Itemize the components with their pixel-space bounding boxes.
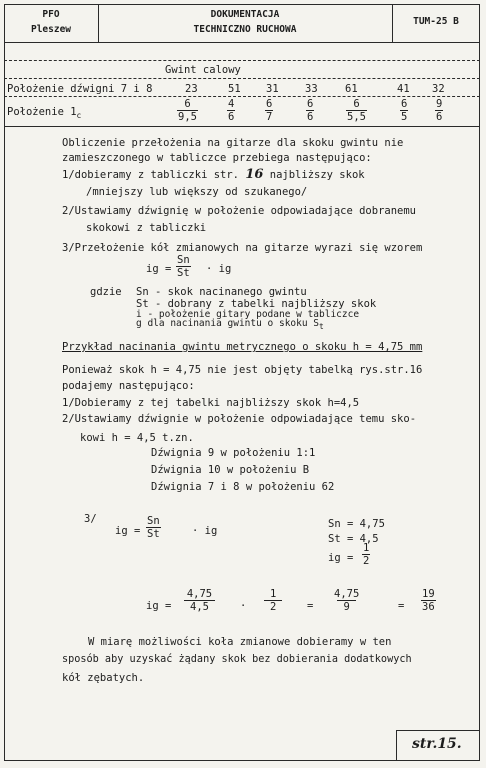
intro-line: Obliczenie przełożenia na gitarze dla skoku gwintu nie <box>62 137 404 149</box>
row1-label: Położenie dźwigni 7 i 8 <box>7 83 153 95</box>
step-3: 3/Przełożenie kół zmianowych na gitarze wyrazi się wzorem <box>62 242 423 254</box>
lever-setting: Dźwignia 10 w położeniu B <box>151 464 310 476</box>
row2-fraction: $\frac{4}{6}$ <box>228 98 235 123</box>
value-sn: Sn = 4,75 <box>328 518 385 530</box>
lever-setting: Dźwignia 7 i 8 w położeniu 62 <box>151 481 335 493</box>
handwritten-page-number: 16 <box>245 167 264 182</box>
example-step-2: 2/Ustawiamy dźwignie w położenie odpowiadające temu sko- <box>62 413 417 425</box>
footer-box-top <box>396 730 480 731</box>
calc-fraction: $\frac{4,75}{4,5}$ <box>184 588 215 613</box>
table-caption-line <box>4 78 480 79</box>
doc-code: TUM-25 B <box>413 16 459 27</box>
closing-line: kół zębatych. <box>62 672 145 684</box>
calc-fraction: $\frac{1}{2}$ <box>264 588 282 613</box>
lever-setting: Dźwignia 9 w położeniu 1:1 <box>151 447 316 459</box>
calc-fraction: $\frac{4,75}{9}$ <box>334 588 360 613</box>
step-2: 2/Ustawiamy dźwignię w położenie odpowiadające dobranemu <box>62 205 417 217</box>
page-number: str.15. <box>412 736 462 752</box>
formula-fraction: $\frac{Sn}{St}$ <box>177 254 190 279</box>
header-bottom-line <box>4 42 480 43</box>
row2-fraction: $\frac{9}{6}$ <box>436 98 443 123</box>
value-st: St = 4,5 <box>328 533 379 545</box>
org-name: PFO <box>42 9 60 20</box>
definition-sn: Sn - skok nacinanego gwintu <box>136 286 307 298</box>
row1-value: 33 <box>305 83 318 95</box>
example-line: Ponieważ skok h = 4,75 nie jest objęty tabelką rys.str.16 <box>62 364 423 376</box>
row1-value: 41 <box>397 83 410 95</box>
calc-operator: · <box>240 600 247 612</box>
step-3-lhs: ig = <box>115 525 141 537</box>
formula-rhs: · ig <box>206 263 232 275</box>
doc-type-line1: DOKUMENTACJA <box>210 9 280 20</box>
intro-line: zamieszczonego w tabliczce przebiega następująco: <box>62 152 372 164</box>
definitions-label: gdzie <box>90 286 122 298</box>
example-step-2-cont: kowi h = 4,5 t.zn. <box>80 432 194 444</box>
step-1-note: /mniejszy lub większy od szukanego/ <box>86 186 308 198</box>
row2-label: Położenie $1_c$ <box>7 106 82 121</box>
row2-fraction: $\frac{6}{6}$ <box>307 98 314 123</box>
row2-fraction: $\frac{6}{7}$ <box>266 98 273 123</box>
row2-fraction: $\frac{6}{5}$ <box>401 98 408 123</box>
calc-fraction: $\frac{19}{36}$ <box>422 588 435 613</box>
step-3-fraction: $\frac{Sn}{St}$ <box>147 515 160 540</box>
row1-value: 23 <box>185 83 198 95</box>
closing-line: W miarę możliwości koła zmianowe dobieramy w ten <box>88 636 392 648</box>
step-2-cont: skokowi z tabliczki <box>86 222 207 234</box>
definition-ig: i - położenie gitary podane w tabliczce <box>136 309 360 320</box>
step-3-rhs: · ig <box>192 525 218 537</box>
example-step-1: 1/Dobieramy z tej tabelki najbliższy skok h=4,5 <box>62 397 360 409</box>
table-caption: Gwint calowy <box>165 64 241 76</box>
definition-ig-cont: g dla nacinania gwintu o skoku $S_t$ <box>136 318 324 331</box>
row2-fraction: $\frac{6}{9,5}$ <box>178 98 197 123</box>
org-city: Pleszew <box>30 24 72 35</box>
footer-box-left <box>396 730 397 761</box>
step-1: 1/dobieramy z tabliczki str. 16 najbliższy skok <box>62 167 365 182</box>
table-bottom-line <box>4 126 480 127</box>
example-line: podajemy następująco: <box>62 380 195 392</box>
table-row-divider <box>4 96 480 97</box>
row1-value: 32 <box>432 83 445 95</box>
value-ig-fraction: $\frac{1}{2}$ <box>363 542 370 567</box>
row2-fraction: $\frac{6}{5,5}$ <box>347 98 366 123</box>
closing-line: sposób aby uzyskać żądany skok bez dobierania dodatkowych <box>62 654 412 665</box>
step-3-label: 3/ <box>84 513 97 525</box>
value-ig-lhs: ig = <box>328 552 354 564</box>
row1-value: 51 <box>228 83 241 95</box>
definition-st: St - dobrany z tabelki najbliższy skok <box>136 298 377 310</box>
calc-operator: = <box>398 600 405 612</box>
table-top-line <box>4 60 480 61</box>
calc-operator: = <box>307 600 314 612</box>
row1-value: 31 <box>266 83 279 95</box>
calc-lhs: ig = <box>146 600 172 612</box>
formula-lhs: ig = <box>146 263 172 275</box>
doc-type-line2: TECHNICZNO RUCHOWA <box>193 24 297 35</box>
row1-value: 61 <box>345 83 358 95</box>
example-title: Przykład nacinania gwintu metrycznego o skoku h = 4,75 mm <box>62 341 423 353</box>
